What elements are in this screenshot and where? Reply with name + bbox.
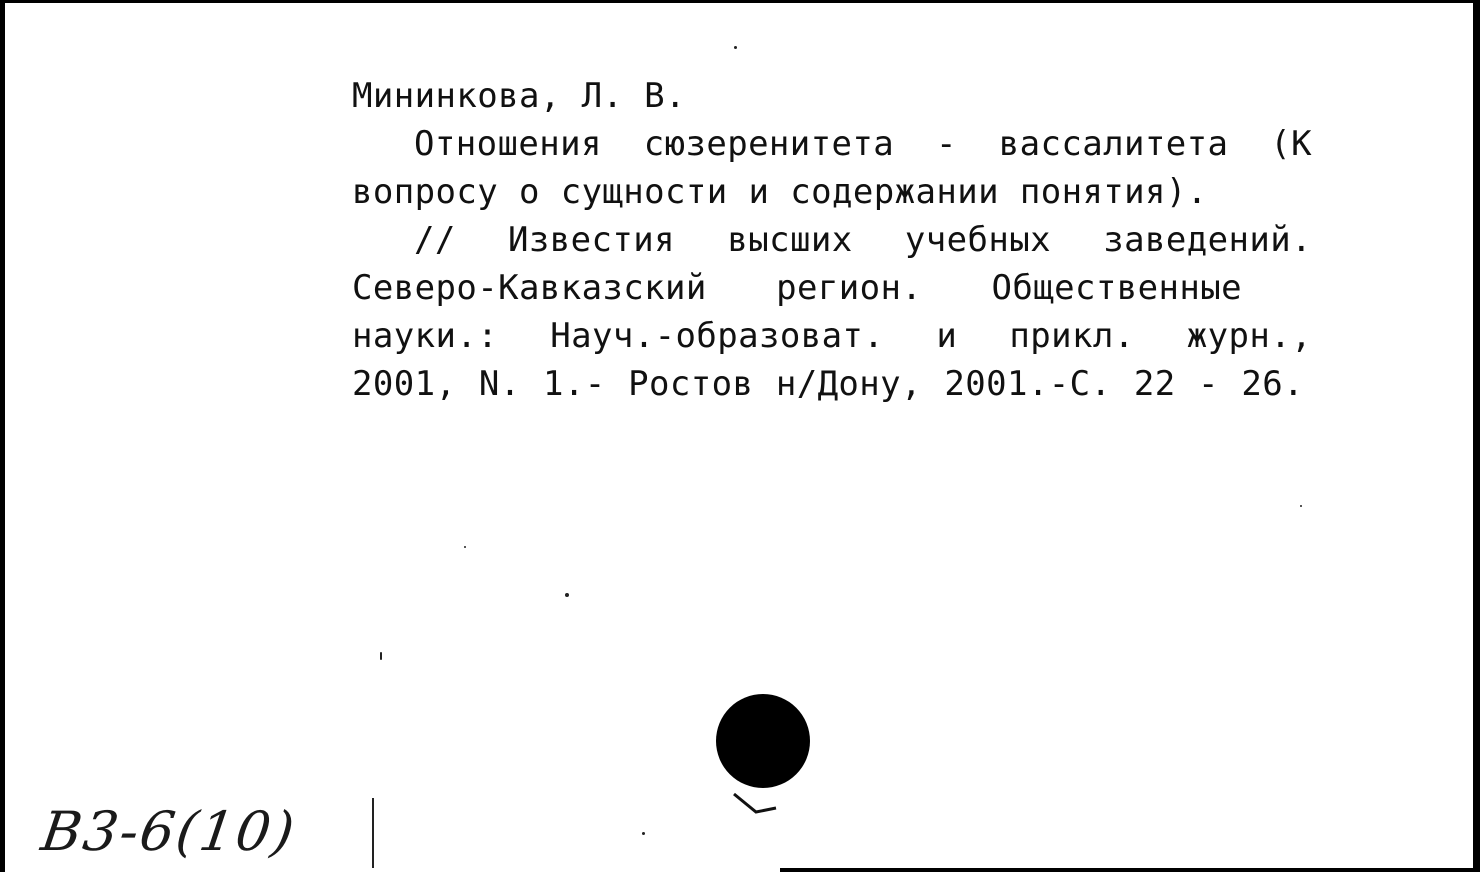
margin-line [372, 798, 374, 868]
source-line-4: 2001, N. 1.- Ростов н/Дону, 2001.-С. 22 - 26. [352, 364, 1304, 404]
scan-speck [464, 546, 466, 548]
punch-hole-tear [732, 792, 778, 818]
scan-edge-top [0, 0, 1480, 3]
scan-speck [642, 832, 645, 835]
author-line: Мининкова, Л. В. [352, 76, 686, 116]
scan-edge-left [0, 0, 5, 872]
scan-edge-right [1473, 0, 1480, 872]
source-line-3: науки.: Науч.-образоват. и прикл. журн., [352, 316, 1312, 356]
punch-hole [716, 694, 810, 788]
source-line-1: // Известия высших учебных заведений. [414, 220, 1312, 260]
source-line-2: Северо-Кавказский регион. Общественные [352, 268, 1242, 308]
shelf-mark: В3-6(10) [37, 800, 300, 863]
scan-edge-bottom [780, 868, 1480, 872]
scan-speck [1300, 505, 1302, 507]
scan-speck [734, 46, 737, 49]
scan-speck [380, 652, 382, 660]
scan-speck [565, 593, 569, 597]
bibliographic-entry [352, 72, 1312, 408]
title-line-1: Отношения сюзеренитета - вассалитета (К [414, 124, 1312, 164]
title-line-2: вопросу о сущности и содержании понятия). [352, 172, 1208, 212]
